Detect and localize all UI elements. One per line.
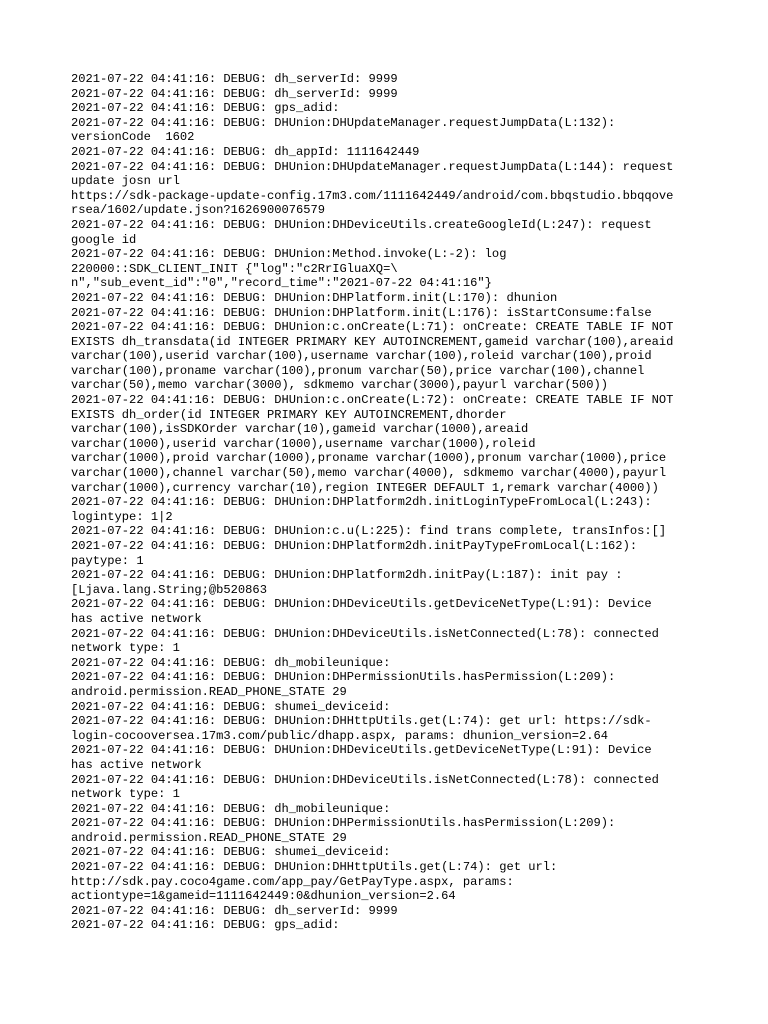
log-line: varchar(1000),proid varchar(1000),proname varchar(1000),pronum varchar(1000),price: [71, 451, 667, 466]
log-line: 2021-07-22 04:41:16: DEBUG: DHUnion:DHDeviceUtils.getDeviceNetType(L:91): Device: [71, 597, 652, 612]
log-line: 2021-07-22 04:41:16: DEBUG: DHUnion:DHUpdateManager.requestJumpData(L:144): request: [71, 159, 674, 174]
log-line: android.permission.READ_PHONE_STATE 29: [71, 830, 347, 845]
log-line: 2021-07-22 04:41:16: DEBUG: dh_appId: 1111642449: [71, 144, 420, 159]
log-line: 2021-07-22 04:41:16: DEBUG: DHUnion:c.onCreate(L:71): onCreate: CREATE TABLE IF NOT: [71, 320, 674, 335]
log-line: 2021-07-22 04:41:16: DEBUG: DHUnion:DHPlatform2dh.initLoginTypeFromLocal(L:243):: [71, 495, 652, 510]
log-line: varchar(1000),currency varchar(10),region INTEGER DEFAULT 1,remark varchar(4000)): [71, 480, 659, 495]
log-line: 2021-07-22 04:41:16: DEBUG: DHUnion:DHDeviceUtils.getDeviceNetType(L:91): Device: [71, 743, 652, 758]
log-line: varchar(100),isSDKOrder varchar(10),gameid varchar(1000),areaid: [71, 422, 529, 437]
log-line: rsea/1602/update.json?1626900076579: [71, 203, 326, 218]
log-line: 2021-07-22 04:41:16: DEBUG: gps_adid:: [71, 101, 340, 116]
log-line: 2021-07-22 04:41:16: DEBUG: DHUnion:DHPlatform2dh.initPayTypeFromLocal(L:162):: [71, 539, 638, 553]
log-line: 2021-07-22 04:41:16: DEBUG: DHUnion:DHPermissionUtils.hasPermission(L:209):: [71, 816, 616, 831]
log-line: http://sdk.pay.coco4game.com/app_pay/GetPayType.aspx, params:: [71, 874, 514, 889]
log-line: varchar(100),proname varchar(100),pronum varchar(50),price varchar(100),channel: [71, 363, 645, 378]
log-line: 2021-07-22 04:41:16: DEBUG: gps_adid:: [71, 918, 340, 933]
log-line: 2021-07-22 04:41:16: DEBUG: dh_mobileunique:: [71, 801, 391, 816]
log-line: 2021-07-22 04:41:16: DEBUG: DHUnion:DHDeviceUtils.isNetConnected(L:78): connected: [71, 772, 659, 787]
log-line: 2021-07-22 04:41:16: DEBUG: DHUnion:c.onCreate(L:72): onCreate: CREATE TABLE IF NOT: [71, 393, 674, 408]
log-line: 2021-07-22 04:41:16: DEBUG: DHUnion:DHPlatform.init(L:176): isStartConsume:false: [71, 305, 652, 320]
log-line: 2021-07-22 04:41:16: DEBUG: DHUnion:c.u(L:225): find trans complete, transInfos:[]: [71, 524, 667, 539]
log-line: 220000::SDK_CLIENT_INIT {"log":"c2RrIGluaXQ=\: [71, 261, 398, 276]
log-line: 2021-07-22 04:41:16: DEBUG: DHUnion:DHDeviceUtils.isNetConnected(L:78): connected: [71, 626, 659, 641]
log-line: 2021-07-22 04:41:16: DEBUG: DHUnion:DHHttpUtils.get(L:74): get url: https://sdk-: [71, 714, 652, 729]
log-line: 2021-07-22 04:41:16: DEBUG: DHUnion:DHPermissionUtils.hasPermission(L:209):: [71, 670, 616, 685]
log-line: 2021-07-22 04:41:16: DEBUG: DHUnion:DHPlatform2dh.initPay(L:187): init pay :: [71, 568, 623, 583]
log-line: https://sdk-package-update-config.17m3.com/1111642449/android/com.bbqstudio.bbqqove: [71, 188, 674, 203]
log-line: has active network: [71, 757, 202, 772]
log-line: update josn url: [71, 174, 180, 189]
log-line: logintype: 1|2: [71, 509, 173, 524]
log-line: android.permission.READ_PHONE_STATE 29: [71, 684, 347, 699]
log-line: network type: 1: [71, 641, 180, 656]
log-line: 2021-07-22 04:41:16: DEBUG: shumei_deviceid:: [71, 845, 391, 860]
log-line: 2021-07-22 04:41:16: DEBUG: DHUnion:DHUpdateManager.requestJumpData(L:132):: [71, 115, 616, 130]
log-line: varchar(100),userid varchar(100),username varchar(100),roleid varchar(100),proid: [71, 349, 652, 364]
log-line: 2021-07-22 04:41:16: DEBUG: DHUnion:DHPlatform.init(L:170): dhunion: [71, 290, 558, 305]
log-line: 2021-07-22 04:41:16: DEBUG: DHUnion:DHHttpUtils.get(L:74): get url:: [71, 860, 558, 875]
log-line: login-cocooversea.17m3.com/public/dhapp.aspx, params: dhunion_version=2.64: [71, 728, 609, 743]
log-line: 2021-07-22 04:41:16: DEBUG: dh_serverId: 9999: [71, 86, 398, 101]
log-line: varchar(1000),userid varchar(1000),username varchar(1000),roleid: [71, 436, 536, 451]
log-line: varchar(1000),channel varchar(50),memo varchar(4000), sdkmemo varchar(4000),payurl: [71, 466, 667, 481]
debug-log-text: [71, 72, 711, 933]
log-line: google id: [71, 232, 137, 247]
log-line: versionCode 1602: [71, 130, 195, 145]
log-line: varchar(50),memo varchar(3000), sdkmemo varchar(3000),payurl varchar(500)): [71, 378, 609, 393]
log-line: network type: 1: [71, 787, 180, 802]
log-line: 2021-07-22 04:41:16: DEBUG: dh_serverId: 9999: [71, 903, 398, 918]
log-line: EXISTS dh_transdata(id INTEGER PRIMARY KEY AUTOINCREMENT,gameid varchar(100),areaid: [71, 334, 674, 349]
log-line: 2021-07-22 04:41:16: DEBUG: DHUnion:Method.invoke(L:-2): log: [71, 247, 507, 262]
log-line: EXISTS dh_order(id INTEGER PRIMARY KEY AUTOINCREMENT,dhorder: [71, 407, 507, 422]
log-line: 2021-07-22 04:41:16: DEBUG: shumei_deviceid:: [71, 699, 391, 714]
log-line: actiontype=1&gameid=1111642449:0&dhunion_version=2.64: [71, 889, 456, 904]
log-line: 2021-07-22 04:41:16: DEBUG: DHUnion:DHDeviceUtils.createGoogleId(L:247): request: [71, 217, 652, 232]
log-line: 2021-07-22 04:41:16: DEBUG: dh_serverId: 9999: [71, 72, 398, 86]
log-line: [Ljava.lang.String;@b520863: [71, 582, 267, 597]
log-line: has active network: [71, 611, 202, 626]
log-line: 2021-07-22 04:41:16: DEBUG: dh_mobileunique:: [71, 655, 391, 670]
log-line: n","sub_event_id":"0","record_time":"2021-07-22 04:41:16"}: [71, 276, 492, 291]
log-line: paytype: 1: [71, 553, 144, 568]
